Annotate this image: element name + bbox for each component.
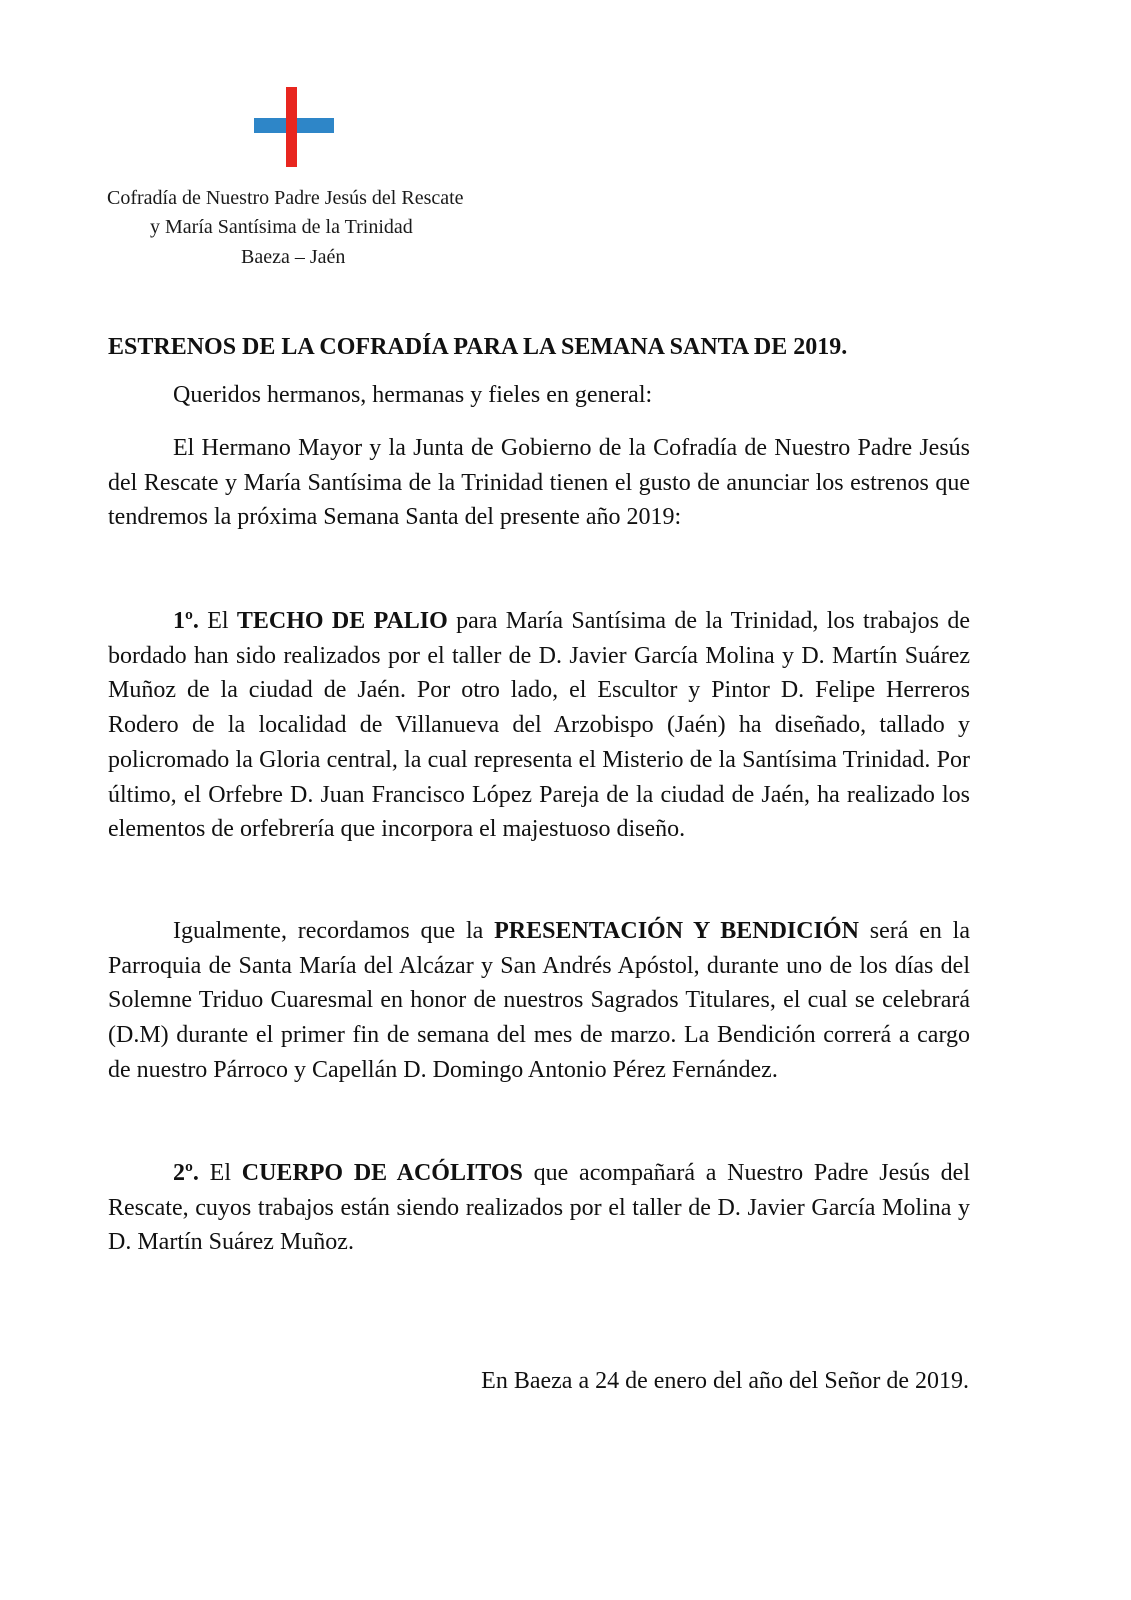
item-1-text: para María Santísima de la Trinidad, los trabajos de bordado han sido realizados por el taller de D. Javier García Molina y D. Martín Suárez Muñoz de la ciudad de Jaén. Por otro lado, el Escultor y Pintor D. Felipe Herreros Rodero de la localidad de Villanueva del Arzobispo (Jaén) ha diseñado, tallado y policromado la Gloria central, la cual representa el Misterio de la Santísima Trinidad. Por último, el Orfebre D. Juan Francisco López Pareja de la ciudad de Jaén, ha realizado los elementos de orfebrería que incorpora el majestuoso diseño. xyxy=(108,608,970,843)
item-1-number: 1º. xyxy=(173,608,199,634)
organization-line-1: Cofradía de Nuestro Padre Jesús del Rescate xyxy=(107,187,464,209)
item-2-text: que acompañará a Nuestro Padre Jesús del Rescate, cuyos trabajos están siendo realizados por el taller de D. Javier García Molina y D. Martín Suárez Muñoz. xyxy=(108,1160,970,1256)
item-2-highlight: CUERPO DE ACÓLITOS xyxy=(241,1160,523,1186)
intro-paragraph xyxy=(108,431,970,535)
cross-vertical-bar xyxy=(286,87,297,167)
organization-line-2: y María Santísima de la Trinidad xyxy=(150,216,413,238)
presentation-text: será en la Parroquia de Santa María del Alcázar y San Andrés Apóstol, durante uno de los días del Solemne Triduo Cuaresmal en honor de nuestros Sagrados Titulares, el cual se celebrará (D.M) durante el primer fin de semana del mes de marzo. La Bendición correrá a cargo de nuestro Párroco y Capellán D. Domingo Antonio Pérez Fernández. xyxy=(108,918,970,1083)
document-title: ESTRENOS DE LA COFRADÍA PARA LA SEMANA SANTA DE 2019. xyxy=(108,334,848,360)
item-1-pre: El xyxy=(198,608,237,634)
greeting-paragraph xyxy=(108,378,970,413)
item-2-paragraph xyxy=(108,1156,970,1260)
item-2-pre: El xyxy=(198,1160,242,1186)
cross-emblem-icon xyxy=(254,87,334,167)
item-1-paragraph xyxy=(108,604,970,847)
closing-date-line: En Baeza a 24 de enero del año del Señor de 2019. xyxy=(481,1368,969,1394)
item-2-number: 2º. xyxy=(173,1160,199,1186)
greeting-text: Queridos hermanos, hermanas y fieles en general: xyxy=(173,382,653,408)
presentation-pre: Igualmente, recordamos que la xyxy=(173,918,495,944)
presentation-paragraph xyxy=(108,914,970,1088)
item-1-highlight: TECHO DE PALIO xyxy=(236,608,448,634)
intro-text: El Hermano Mayor y la Junta de Gobierno de la Cofradía de Nuestro Padre Jesús del Rescate y María Santísima de la Trinidad tienen el gusto de anunciar los estrenos que tendremos la próxima Semana Santa del presente año 2019: xyxy=(108,435,970,531)
organization-line-3: Baeza – Jaén xyxy=(241,246,346,268)
presentation-highlight: PRESENTACIÓN Y BENDICIÓN xyxy=(494,918,859,944)
